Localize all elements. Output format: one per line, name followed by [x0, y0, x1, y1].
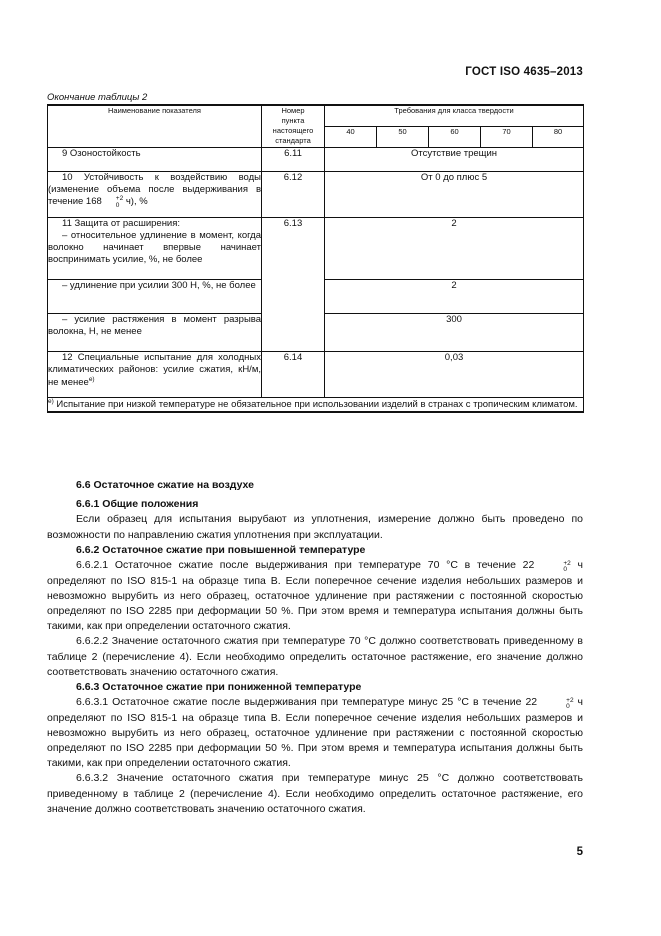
table-caption: Окончание таблицы 2: [47, 92, 148, 103]
requirements-table: [47, 104, 584, 413]
header-clause-line-3: настоящего: [272, 126, 314, 136]
header-class-70: 70: [481, 126, 533, 147]
row-special-value: 0,03: [325, 351, 584, 397]
section-6-6-3-2-text: 6.6.3.2 Значение остаточного сжатия при температуре минус 25 °С должно соответствовать приведенному в таблице 2 (перечисление 4). Если необходимо определить остаточное растяжение, его значение должно соответствовать значению остаточного сжатия.: [47, 772, 583, 815]
row-water-clause: 6.12: [262, 171, 325, 217]
header-parameter-name: Наименование показателя: [48, 105, 262, 147]
header-clause-line-2: пункта: [281, 116, 305, 126]
header-clause-number: [262, 105, 325, 147]
footnote-ref: e): [88, 375, 95, 383]
row-water-value: От 0 до плюс 5: [325, 171, 584, 217]
header-hardness-requirements: Требования для класса твердости: [325, 105, 584, 126]
header-class-40: 40: [325, 126, 377, 147]
header-clause-line-4: стандарта: [275, 136, 311, 146]
header-clause-line-1: Номер: [281, 106, 305, 115]
tolerance-168h: +2 0: [115, 195, 124, 209]
section-6-6-1-text: Если образец для испытания вырубают из уплотнения, измерение должно быть проведено по возможности по направлению сжатия уплотнения при эксплуатации.: [47, 513, 583, 541]
row-protect-sub1-value: 2: [325, 217, 584, 279]
row-protect-sub2: – удлинение при усилии 300 Н, %, не более: [48, 279, 262, 313]
row-protect-clause: 6.13: [262, 217, 325, 351]
row-special-name: 12 Специальные испытание для холодных климатических районов: усилие сжатия, кН/м, не менее$^{e)}$: [48, 351, 262, 397]
section-6-6-3-1-text: 6.6.3.1 Остаточное сжатие после выдерживания при температуре минус 25 °С в течение 22 +2 0 ч определяют по ISO 815-1 на образце типа В. Если поперечное сечение изделия небольших размеров и невозможно вырубить из него образец, остаточное удлинение при растяжении с постоянной скоростью определяют по ISO 2285 при деформации 50 %. При этом время и температура испытания должны быть такими, как при определении остаточного сжатия.: [47, 696, 584, 770]
header-class-80: 80: [533, 126, 584, 147]
body-text: [47, 478, 583, 817]
header-class-50: 50: [377, 126, 429, 147]
row-ozone-value: Отсутствие трещин: [325, 147, 584, 171]
section-6-6-3-title: 6.6.3 Остаточное сжатие при пониженной температуре: [76, 680, 362, 693]
row-protect-sub2-value: 2: [325, 279, 584, 313]
row-ozone-name: 9 Озоностойкость: [48, 147, 262, 171]
section-6-6-1-title: 6.6.1 Общие положения: [76, 498, 199, 511]
tolerance-22h-a: +2 0: [563, 559, 571, 574]
row-protect-name: [48, 217, 262, 279]
row-water-name: 10 Устойчивость к воздействию воды (изменение объема после выдерживания в течение 168 +2 0 ч), %: [48, 171, 262, 217]
section-6-6-2-2-text: 6.6.2.2 Значение остаточного сжатия при температуре 70 °С должно соответствовать приведенному в таблице 2 (перечисление 4). Если необходимо определить остаточное растяжение, его значение должно соответствовать значению остаточного сжатия.: [47, 635, 583, 678]
row-protect-sub1: – относительное удлинение в момент, когда волокно начинает впервые начинает воспринимать усилие, %, не более: [48, 229, 261, 265]
row-special-clause: 6.14: [262, 351, 325, 397]
table-footnote: $^{e)}$ Испытание при низкой температуре не обязательное при использовании изделий в странах с тропическим климатом.: [48, 397, 584, 412]
page-number: 5: [576, 846, 583, 858]
tolerance-22h-b: +2 0: [566, 696, 574, 711]
section-6-6-title: 6.6 Остаточное сжатие на воздухе: [76, 479, 254, 491]
document-code: ГОСТ ISO 4635–2013: [465, 66, 583, 78]
section-6-6-2-1-text: 6.6.2.1 Остаточное сжатие после выдерживания при температуре 70 °С в течение 22 +2 0 ч определяют по ISO 815-1 на образце типа В. Если поперечное сечение изделия небольших размеров и невозможно вырубить из него образец, остаточное удлинение при растяжении с постоянной скоростью определяют по ISO 2285 при деформации 50 %. При этом время и температура испытания должны быть такими, как при определении остаточного сжатия.: [47, 559, 583, 633]
section-6-6-2-title: 6.6.2 Остаточное сжатие при повышенной температуре: [76, 543, 366, 556]
header-class-60: 60: [429, 126, 481, 147]
row-ozone-clause: 6.11: [262, 147, 325, 171]
row-protect-sub3: – усилие растяжения в момент разрыва волокна, Н, не менее: [48, 313, 262, 351]
row-protect-sub3-value: 300: [325, 313, 584, 351]
row-protect-title: 11 Защита от расширения:: [62, 217, 181, 229]
